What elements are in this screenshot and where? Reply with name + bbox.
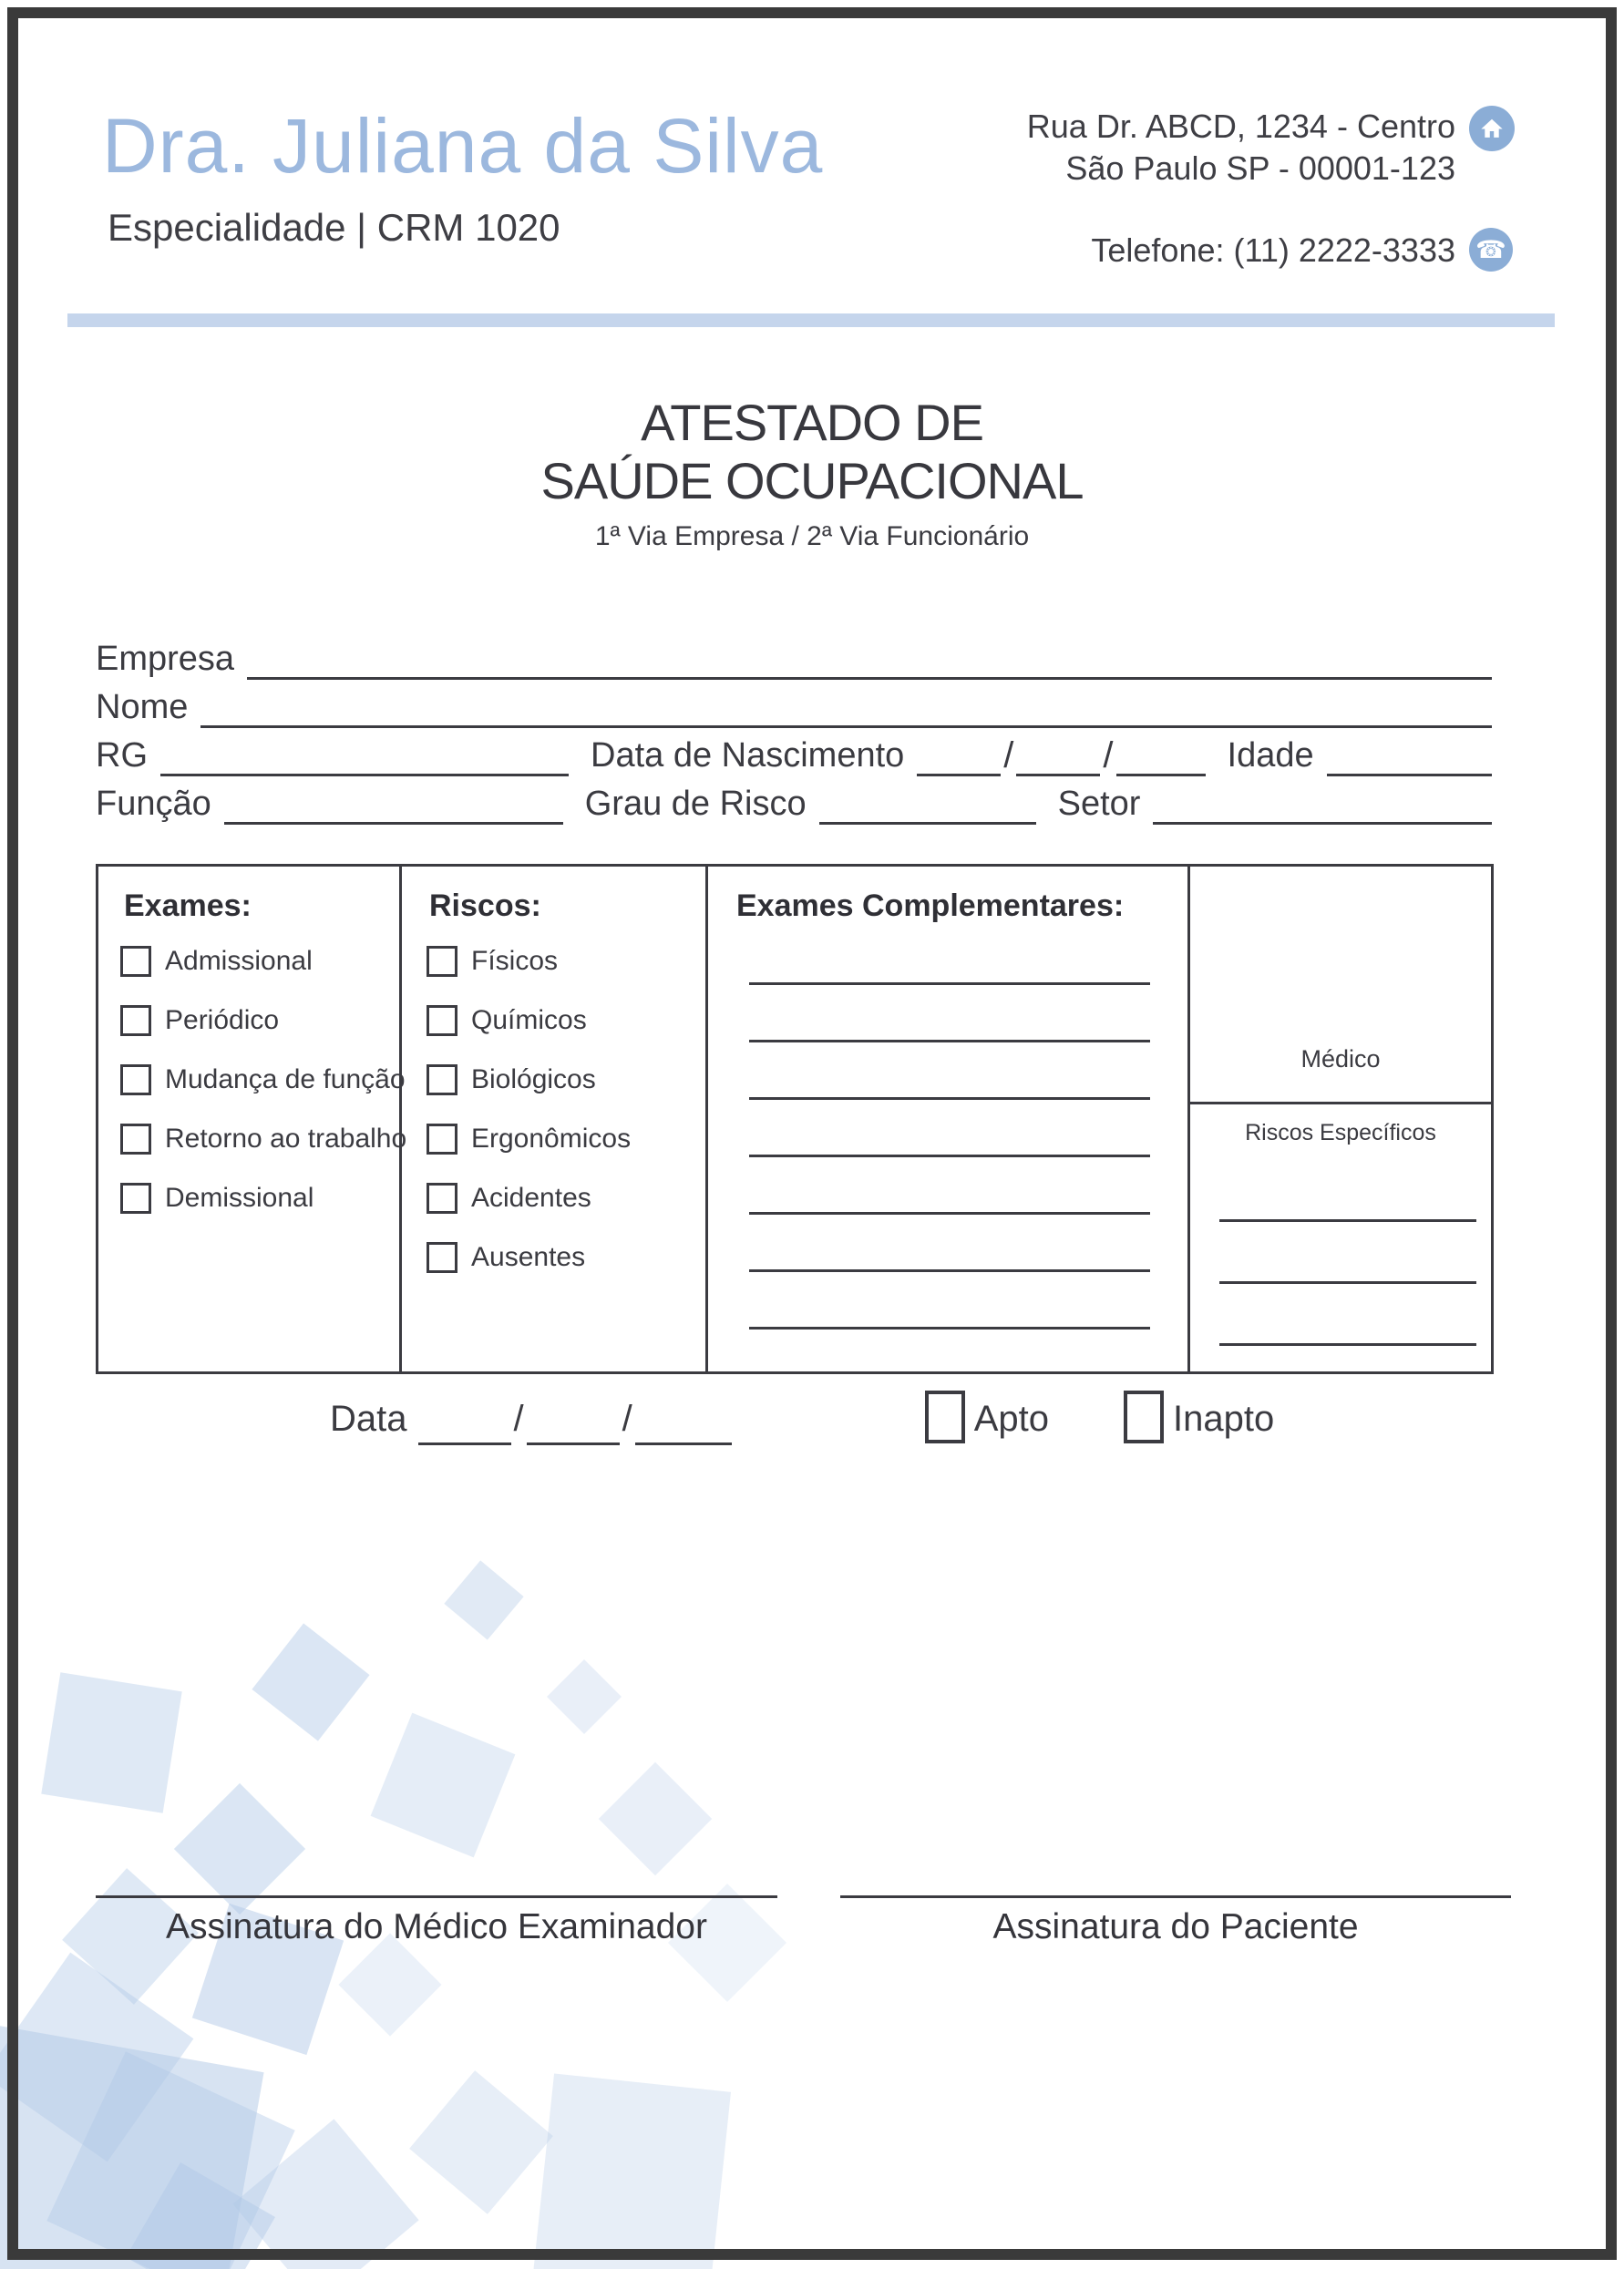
funcao-label: Função [96, 785, 211, 823]
blank-write-in-line[interactable] [749, 1215, 1150, 1272]
blank-write-in-line[interactable] [749, 985, 1150, 1042]
setor-label: Setor [1057, 785, 1141, 823]
nome-input-line[interactable] [200, 693, 1492, 728]
watermark-square [547, 1659, 622, 1734]
blank-write-in-line[interactable] [1219, 1284, 1476, 1346]
riscos-especificos-label: Riscos Específicos [1245, 1120, 1436, 1145]
header-divider-bar [67, 313, 1555, 327]
home-icon-glyph [1479, 116, 1505, 141]
nascimento-month-line[interactable] [1016, 741, 1100, 776]
specialty-crm-line: Especialidade | CRM 1020 [108, 206, 560, 249]
patient-signature-label: Assinatura do Paciente [992, 1907, 1359, 1946]
exames-header: Exames: [124, 888, 252, 923]
grau-risco-input-line[interactable] [819, 789, 1036, 825]
risco-item-biologicos [427, 1065, 631, 1094]
funcao-input-line[interactable] [224, 789, 563, 825]
risco-checkbox-acidentes[interactable] [427, 1183, 457, 1214]
apto-checkbox[interactable] [925, 1391, 965, 1443]
patient-signature-block [840, 1895, 1511, 1947]
watermark-square [252, 1623, 369, 1740]
data-label: Data [330, 1399, 407, 1439]
exame-label-periodico: Periódico [165, 1005, 280, 1035]
empresa-input-line[interactable] [247, 644, 1492, 680]
date-slash: / [622, 1399, 632, 1439]
risco-label-ergonomicos: Ergonômicos [471, 1124, 632, 1154]
medico-divider-line [1190, 1102, 1491, 1104]
nome-label: Nome [96, 688, 189, 726]
exame-checkbox-mudanca-de-funcao[interactable] [120, 1064, 151, 1095]
nascimento-year-line[interactable] [1116, 741, 1206, 776]
patient-signature-line[interactable] [840, 1895, 1511, 1898]
result-row [330, 1392, 1274, 1445]
column-divider [705, 867, 708, 1371]
address-block [1027, 106, 1455, 190]
rg-row [96, 734, 1492, 776]
watermark-square [371, 1713, 516, 1858]
nome-row [96, 686, 1492, 728]
medico-label: Médico [1300, 1045, 1381, 1073]
document-title [0, 394, 1624, 552]
risco-checkbox-quimicos[interactable] [427, 1005, 457, 1036]
exame-checkbox-demissional[interactable] [120, 1183, 151, 1214]
exame-label-retorno-ao-trabalho: Retorno ao trabalho [165, 1124, 407, 1154]
risco-label-biologicos: Biológicos [471, 1064, 596, 1094]
risco-checkbox-ausentes[interactable] [427, 1242, 457, 1273]
watermark-square [41, 1672, 181, 1812]
blank-write-in-line[interactable] [749, 928, 1150, 985]
blank-write-in-line[interactable] [749, 1100, 1150, 1157]
data-nascimento-label: Data de Nascimento [591, 736, 905, 775]
empresa-label: Empresa [96, 640, 235, 678]
idade-label: Idade [1227, 736, 1314, 775]
date-slash: / [513, 1399, 524, 1439]
empresa-row [96, 638, 1492, 680]
risco-checkbox-ergonomicos[interactable] [427, 1124, 457, 1155]
inapto-label: Inapto [1173, 1399, 1275, 1439]
riscos-checkbox-list [427, 947, 631, 1272]
exame-item-retorno-ao-trabalho [120, 1124, 406, 1154]
risco-item-fisicos [427, 947, 631, 976]
risco-checkbox-fisicos[interactable] [427, 946, 457, 977]
doctor-signature-label: Assinatura do Médico Examinador [166, 1907, 707, 1946]
exames-checkbox-list [120, 947, 406, 1213]
riscos-especificos-lines [1219, 1160, 1476, 1346]
inapto-checkbox[interactable] [1124, 1391, 1164, 1443]
exame-checkbox-retorno-ao-trabalho[interactable] [120, 1124, 151, 1155]
address-line-1: Rua Dr. ABCD, 1234 - Centro [1026, 108, 1455, 145]
risco-item-ergonomicos [427, 1124, 631, 1154]
title-line-1: ATESTADO DE [641, 394, 983, 451]
watermark-square [444, 1560, 523, 1639]
watermark-square [338, 1933, 441, 2036]
risco-item-ausentes [427, 1243, 631, 1272]
exame-item-admissional [120, 947, 406, 976]
home-icon [1469, 106, 1515, 151]
doctor-signature-block [96, 1895, 777, 1947]
data-month-line[interactable] [527, 1402, 620, 1445]
title-subtitle: 1ª Via Empresa / 2ª Via Funcionário [594, 521, 1030, 551]
title-line-2: SAÚDE OCUPACIONAL [540, 452, 1084, 509]
column-divider [1187, 867, 1190, 1371]
risco-label-acidentes: Acidentes [471, 1183, 591, 1213]
watermark-square [531, 2073, 731, 2269]
nascimento-day-line[interactable] [917, 741, 1001, 776]
blank-write-in-line[interactable] [749, 1157, 1150, 1215]
exame-label-demissional: Demissional [165, 1183, 314, 1213]
riscos-header: Riscos: [429, 888, 541, 923]
rg-label: RG [96, 736, 148, 775]
doctor-name: Dra. Juliana da Silva [102, 103, 824, 189]
exames-complementares-header: Exames Complementares: [736, 888, 1125, 923]
exame-item-periodico [120, 1006, 406, 1035]
idade-input-line[interactable] [1327, 741, 1492, 776]
risco-label-fisicos: Físicos [471, 946, 559, 976]
risco-checkbox-biologicos[interactable] [427, 1064, 457, 1095]
exame-item-demissional [120, 1184, 406, 1213]
exame-checkbox-admissional[interactable] [120, 946, 151, 977]
date-slash: / [1003, 735, 1014, 775]
data-day-line[interactable] [418, 1402, 511, 1445]
grau-risco-label: Grau de Risco [584, 785, 807, 823]
phone-icon [1469, 228, 1513, 272]
exame-checkbox-periodico[interactable] [120, 1005, 151, 1036]
risco-item-acidentes [427, 1184, 631, 1213]
phone-line: Telefone: (11) 2222-3333 [1091, 231, 1455, 269]
exame-item-mudanca-de-funcao [120, 1065, 406, 1094]
date-slash: / [1103, 735, 1114, 775]
watermark-square [599, 1762, 712, 1875]
blank-write-in-line[interactable] [1219, 1160, 1476, 1222]
blank-write-in-line[interactable] [749, 1272, 1150, 1330]
funcao-row [96, 783, 1492, 825]
exames-complementares-lines [749, 928, 1150, 1330]
exams-risks-table [96, 864, 1494, 1374]
risco-item-quimicos [427, 1006, 631, 1035]
phone-icon-glyph: ☎ [1475, 235, 1506, 264]
apto-label: Apto [973, 1399, 1050, 1439]
data-year-line[interactable] [635, 1402, 732, 1445]
doctor-signature-line[interactable] [96, 1895, 777, 1898]
exame-label-mudanca-de-funcao: Mudança de função [165, 1064, 406, 1094]
blank-write-in-line[interactable] [749, 1042, 1150, 1100]
watermark-square [409, 2070, 553, 2214]
setor-input-line[interactable] [1153, 789, 1492, 825]
exame-label-admissional: Admissional [165, 946, 313, 976]
address-line-2: São Paulo SP - 00001-123 [1065, 149, 1455, 187]
rg-input-line[interactable] [160, 741, 569, 776]
risco-label-ausentes: Ausentes [471, 1242, 586, 1272]
risco-label-quimicos: Químicos [471, 1005, 587, 1035]
blank-write-in-line[interactable] [1219, 1222, 1476, 1284]
